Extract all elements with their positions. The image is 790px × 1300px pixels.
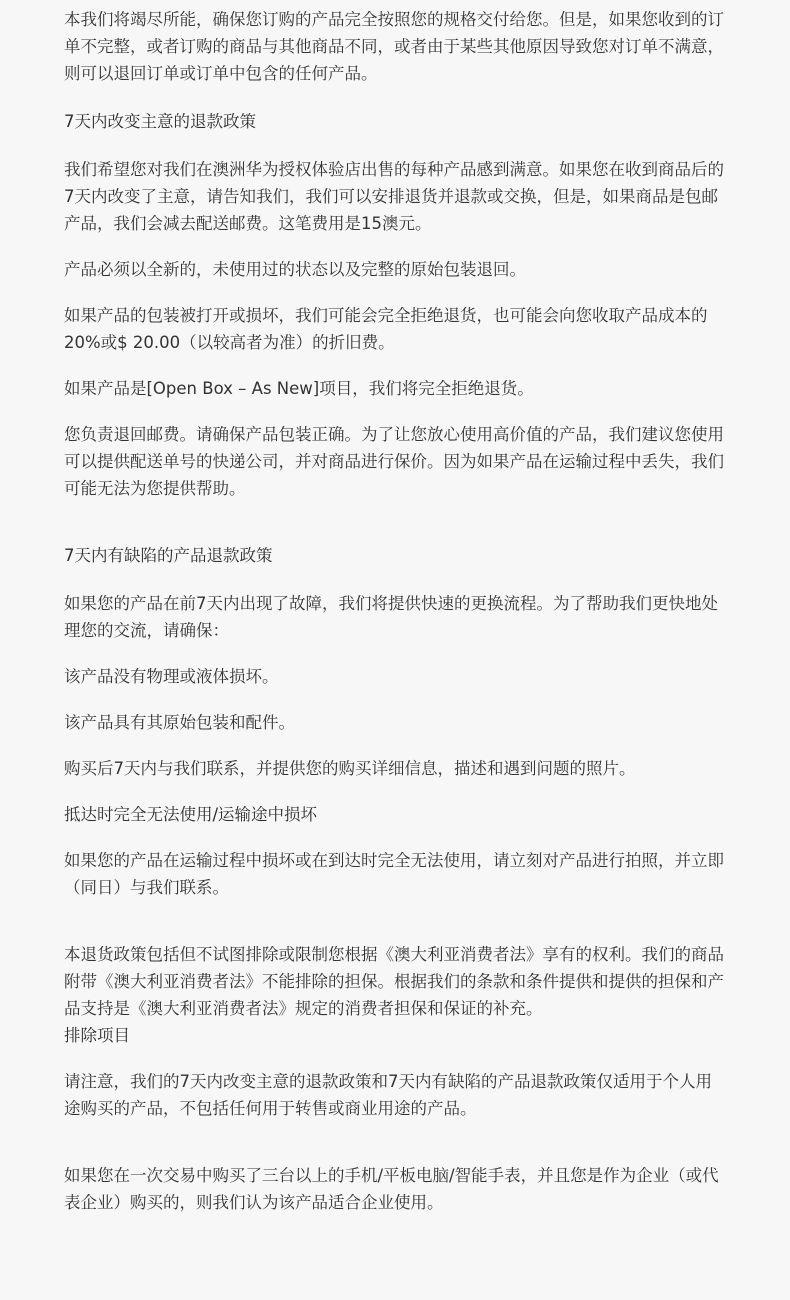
change-of-mind-paragraph-5: 您负责退回邮费。请确保产品包装正确。为了让您放心使用高价值的产品，我们建议您使用可以提供配送单号的快递公司，并对商品进行保价。因为如果产品在运输过程中丢失，我们可能无法为您提供帮助。 bbox=[64, 425, 724, 498]
intro-paragraph: 本我们将竭尽所能，确保您订购的产品完全按照您的规格交付给您。但是，如果您收到的订单不完整，或者订购的商品与其他商品不同，或者由于某些其他原因导致您对订单不满意，则可以退回订单或订单中包含的任何产品。 bbox=[64, 10, 724, 83]
exclusions-paragraph-2: 如果您在一次交易中购买了三台以上的手机/平板电脑/智能手表，并且您是作为企业（或代表企业）购买的，则我们认为该产品适合企业使用。 bbox=[64, 1166, 719, 1212]
change-of-mind-paragraph-4: 如果产品是[Open Box – As New]项目，我们将完全拒绝退货。 bbox=[64, 379, 534, 398]
change-of-mind-paragraph-1: 我们希望您对我们在澳洲华为授权体验店出售的每种产品感到满意。如果您在收到商品后的7天内改变了主意，请告知我们，我们可以安排退货并退款或交换，但是，如果商品是包邮产品，我们会减去配送邮费。这笔费用是15澳元。 bbox=[64, 160, 724, 233]
damaged-on-arrival-paragraph: 如果您的产品在运输过程中损坏或在到达时完全无法使用，请立刻对产品进行拍照，并立即（同日）与我们联系。 bbox=[64, 851, 724, 897]
exclusions-paragraph-1: 请注意，我们的7天内改变主意的退款政策和7天内有缺陷的产品退款政策仅适用于个人用途购买的产品，不包括任何用于转售或商业用途的产品。 bbox=[64, 1072, 712, 1118]
defective-product-paragraph-2: 该产品没有物理或液体损坏。 bbox=[64, 667, 279, 686]
change-of-mind-paragraph-2: 产品必须以全新的，未使用过的状态以及完整的原始包装退回。 bbox=[64, 260, 526, 279]
defective-product-paragraph-3: 该产品具有其原始包装和配件。 bbox=[64, 713, 295, 732]
defective-product-paragraph-4: 购买后7天内与我们联系，并提供您的购买详细信息，描述和遇到问题的照片。 bbox=[64, 759, 636, 778]
defective-product-paragraph-1: 如果您的产品在前7天内出现了故障，我们将提供快速的更换流程。为了帮助我们更快地处理您的交流，请确保： bbox=[64, 594, 718, 640]
change-of-mind-paragraph-3: 如果产品的包装被打开或损坏，我们可能会完全拒绝退货，也可能会向您收取产品成本的20%或$ 20.00（以较高者为准）的折旧费。 bbox=[64, 306, 708, 352]
defective-product-heading: 7天内有缺陷的产品退款政策 bbox=[64, 546, 273, 565]
damaged-on-arrival-heading: 抵达时完全无法使用/运输途中损坏 bbox=[64, 805, 318, 824]
exclusions-heading: 排除项目 bbox=[64, 1026, 130, 1045]
change-of-mind-heading: 7天内改变主意的退款政策 bbox=[64, 112, 256, 131]
consumer-law-paragraph: 本退货政策包括但不试图排除或限制您根据《澳大利亚消费者法》享有的权利。我们的商品附带《澳大利亚消费者法》不能排除的担保。根据我们的条款和条件提供和提供的担保和产品支持是《澳大利亚消费者法》规定的消费者担保和保证的补充。 bbox=[64, 945, 724, 1018]
